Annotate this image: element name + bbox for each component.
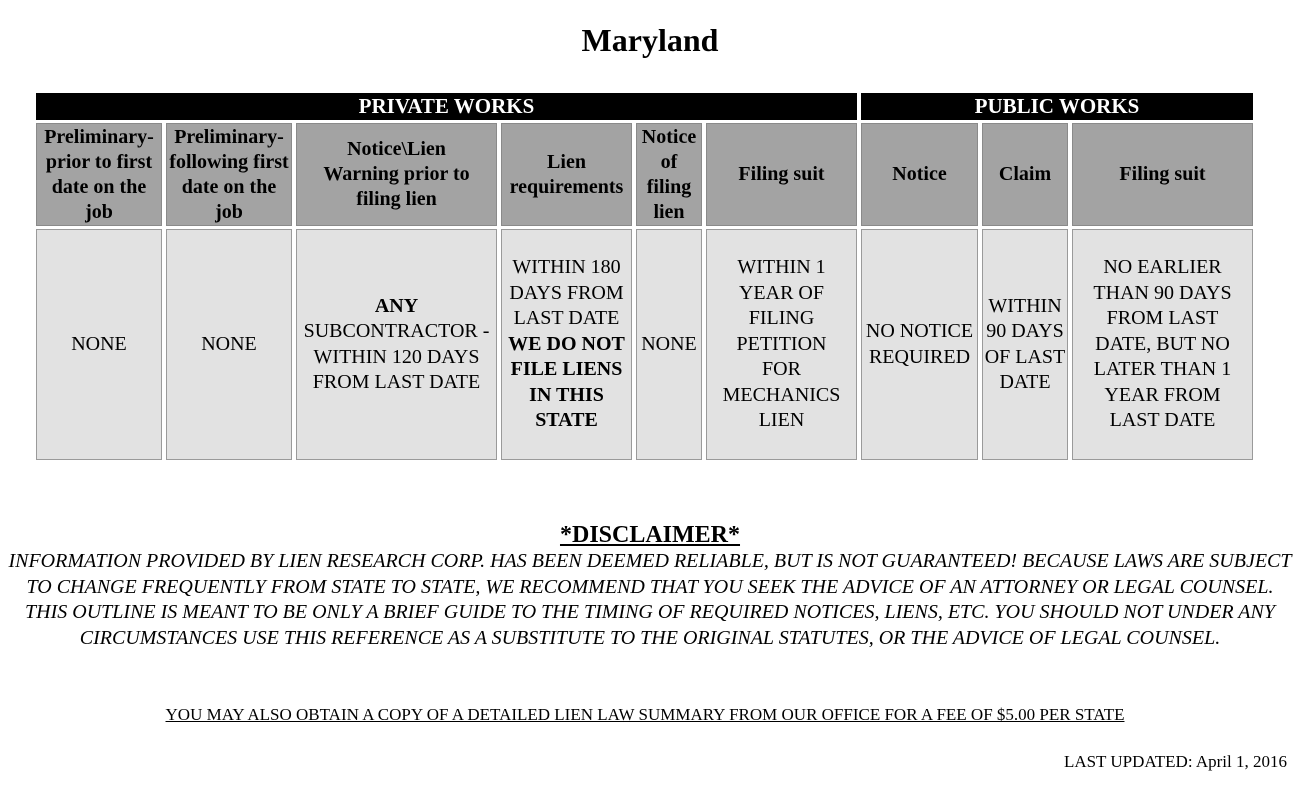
cell-preliminary-prior: NONE xyxy=(36,229,162,460)
header-public-claim: Claim xyxy=(982,123,1068,226)
private-works-header: PRIVATE WORKS xyxy=(36,93,857,120)
lien-requirements-bold: WE DO NOT FILE LIENS IN THIS STATE xyxy=(508,332,625,432)
header-notice-lien-warning xyxy=(296,123,497,226)
cell-notice-of-filing-lien: NONE xyxy=(636,229,702,460)
data-row xyxy=(36,229,1253,460)
header-notice-lien-warning-label: Notice\Lien Warning prior to filing lien xyxy=(323,138,470,210)
last-updated: LAST UPDATED: April 1, 2016 xyxy=(1063,752,1287,771)
cell-notice-lien-warning xyxy=(296,229,497,460)
cell-lien-requirements xyxy=(501,229,632,460)
public-works-header: PUBLIC WORKS xyxy=(861,93,1253,120)
cell-preliminary-following: NONE xyxy=(166,229,292,460)
lien-law-table xyxy=(32,90,1257,463)
private-filing-suit-text: WITHIN 1 YEAR OF FILING PETITION FOR MECHANICS LIEN xyxy=(722,256,841,432)
page-title: Maryland xyxy=(581,22,719,58)
notice-lien-warning-bold: ANY xyxy=(374,294,419,317)
disclaimer-text: INFORMATION PROVIDED BY LIEN RESEARCH CORP. HAS BEEN DEEMED RELIABLE, BUT IS NOT GUARANTEED! BECAUSE LAWS ARE SUBJECT TO CHANGE FREQUENTLY FROM STATE TO STATE, WE RECOMMEND THAT YOU SEEK THE ADVICE OF AN ATTORNEY OR LEGAL COUNSEL. THIS OUTLINE IS MEANT TO BE ONLY A BRIEF GUIDE TO THE TIMING OF REQUIRED NOTICES, LIENS, ETC. YOU SHOULD NOT UNDER ANY CIRCUMSTANCES USE THIS REFERENCE AS A SUBSTITUTE TO THE ORIGINAL STATUTES, OR THE ADVICE OF LEGAL COUNSEL. xyxy=(8,550,1292,649)
header-preliminary-following: Preliminary- following first date on the job xyxy=(166,123,292,226)
lien-summary-link[interactable]: YOU MAY ALSO OBTAIN A COPY OF A DETAILED LIEN LAW SUMMARY FROM OUR OFFICE FOR A FEE OF $5.00 PER STATE xyxy=(165,705,1125,724)
header-notice-of-filing-lien: Notice of filing lien xyxy=(636,123,702,226)
cell-public-filing-suit xyxy=(1072,229,1253,460)
header-lien-requirements: Lien requirements xyxy=(501,123,632,226)
header-public-filing-suit: Filing suit xyxy=(1072,123,1253,226)
group-header-row xyxy=(36,93,1253,120)
cell-public-notice: NO NOTICE REQUIRED xyxy=(861,229,978,460)
cell-private-filing-suit xyxy=(706,229,857,460)
notice-lien-warning-text: SUBCONTRACTOR - WITHIN 120 DAYS FROM LAST DATE xyxy=(303,320,490,393)
column-header-row xyxy=(36,123,1253,226)
header-preliminary-prior: Preliminary- prior to first date on the job xyxy=(36,123,162,226)
public-filing-suit-text: NO EARLIER THAN 90 DAYS FROM LAST DATE, BUT NO LATER THAN 1 YEAR FROM LAST DATE xyxy=(1093,256,1232,432)
disclaimer-heading: *DISCLAIMER* xyxy=(559,522,741,548)
header-public-notice: Notice xyxy=(861,123,978,226)
header-private-filing-suit: Filing suit xyxy=(706,123,857,226)
cell-public-claim: WITHIN 90 DAYS OF LAST DATE xyxy=(982,229,1068,460)
lien-requirements-text: WITHIN 180 DAYS FROM LAST DATE xyxy=(509,256,624,330)
